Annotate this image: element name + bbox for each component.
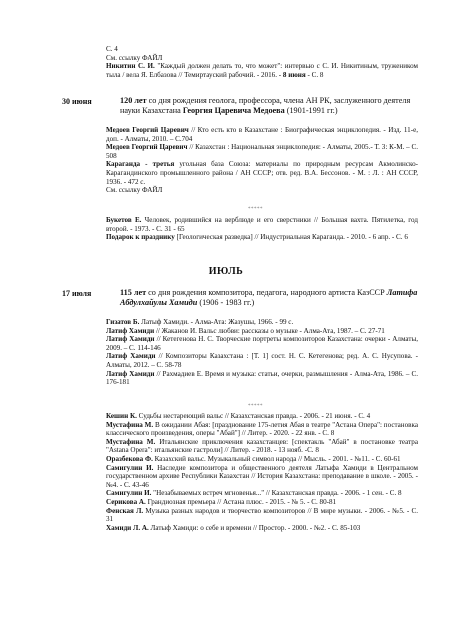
- entry-text: Итальянские приключения казахстанцев: [спектакль "Абай" в постановке театра "Astana Opera": итальянские гастроли] // Литер. - 2018. - 13 нояб. -С. 8: [106, 437, 418, 455]
- entry-text: угольная база Союза: материалы по природным ресурсам Акмолинско-Карагандинского промышленного района / АН СССР; отв. ред. В.А. Бессонов. - М. : Л. : АН СССР, 1936. - 472 с.: [106, 160, 418, 186]
- anniversary-heading: [120, 288, 420, 308]
- entry-text: Человек, родившийся на верблюде и его сверстники // Большая вахта. Пятилетка, год второй. - 1973. - С. 31 - 65: [106, 216, 418, 233]
- entry-author: Букетов Е.: [106, 216, 142, 224]
- bibliography-entry: [106, 507, 418, 524]
- entry-author: Мустафина М.: [106, 437, 156, 446]
- anniversary-person: Латифа Абдулхайулы Хамиди: [120, 288, 418, 307]
- bibliography-entry: [106, 216, 418, 233]
- entry-author: Гизатов Б.: [106, 318, 140, 326]
- entry-author: Подарок к празднику: [106, 233, 175, 242]
- entry-author: Никитин С. И.: [106, 62, 155, 71]
- bibliography-entry: [106, 489, 418, 498]
- bibliography-entry: [106, 233, 418, 242]
- anniversary-years: 115 лет: [120, 288, 147, 297]
- bibliography-entry: [106, 412, 418, 421]
- date-july-17: 17 июля: [62, 289, 92, 298]
- june30-entries: [106, 126, 418, 195]
- month-heading: ИЮЛЬ: [208, 266, 244, 277]
- anniversary-years: 120 лет: [120, 96, 147, 105]
- entry-author: Медоев Георгий Царевич: [106, 126, 189, 134]
- anniversary-text: со дня рождения геолога, профессора, члена АН РК, заслуженного деятеля науки Казахстана: [120, 96, 411, 115]
- entry-text: // Композиторы Казахстана : [Т. 1] сост. Н. С. Кетегенова; ред. А. С. Нусупова. - Алматы, 2012. – С. 58-78: [106, 352, 418, 369]
- entry-text: [Геологическая разведка] // Индустриальная Караганда. - 2010. - 6 апр. - С. 6: [174, 233, 408, 242]
- july17-articles: [106, 412, 418, 532]
- entry-author: Серикова А.: [106, 497, 146, 506]
- date-june-30: 30 июня: [62, 97, 92, 106]
- bibliography-entry: [106, 143, 418, 160]
- entry-text: Судьбы нестареющий вальс // Казахстанская правда. - 2006. - 21 июня. - С. 4: [136, 412, 371, 420]
- entry-author: Оразбекова Ф.: [106, 454, 153, 463]
- entry-author: Самигулин И.: [106, 489, 152, 498]
- bibliography-entry: [106, 327, 418, 336]
- bibliography-entry: [106, 524, 418, 533]
- entry-text: Наследие композитора и общественного деятеля Латыфа Хамиди в Центральном государственном архиве Республики Казахстан // История Казахстана: преподавание в школе. - 2005. - №4. - С. 43-46: [106, 463, 419, 489]
- june30-entries-articles: [106, 216, 418, 242]
- bibliography-entry: [106, 498, 418, 507]
- entry-text: // Жаканов И. Вальс любви: рассказы о музыке - Алма-Ата, 1987. – С. 27-71: [154, 326, 385, 335]
- top-entries: [106, 45, 418, 79]
- entry-text: Грандиозная премьера // Астана плюс. - 2015. - № 5. - С. 80-81: [145, 497, 337, 506]
- entry-author: Медоев Георгий Царевич: [106, 143, 188, 152]
- anniversary-years-range: (1906 - 1983 гг.): [197, 298, 255, 307]
- anniversary-years-range: (1901-1991 гг.): [284, 106, 338, 115]
- entry-text: "Незабываемых встреч мгновенья..." // Казахстанская правда. - 2006. - 1 сен. - С. 8: [151, 489, 402, 498]
- entry-author: Фенская Л.: [106, 506, 144, 515]
- entry-text: // Кто есть кто в Казахстане : Биографическая энциклопедия. - Изд. 11-е, доп. - Алматы, 2010. – С.704: [106, 126, 419, 143]
- anniversary-heading: [120, 96, 420, 116]
- bibliography-entry: [106, 160, 418, 186]
- entry-date: 8 июня: [282, 70, 306, 79]
- entry-text: Казахский вальс. Музыкальный символ народа // Мысль. - 2001. - №11. - С. 60-61: [152, 454, 401, 463]
- entry-author: Самигулин И.: [106, 463, 154, 472]
- entry-text: В ожидании Абая: [празднование 175-летия Абая в театре "Астана Опера": постановка классического произведения, оперы "Абай"] // Литер. - 2020. - 22 янв. - С. 8: [106, 420, 418, 438]
- section-divider-stars: *****: [248, 207, 263, 212]
- bibliography-entry: [106, 352, 418, 369]
- entry-author: Латиф Хамиди: [106, 335, 155, 344]
- see-file-link[interactable]: См. ссылку ФАЙЛ: [106, 53, 163, 62]
- entry-author: Хамиди Л. А.: [106, 523, 149, 532]
- entry-text: Латыф Хамиди: о себе и времени // Простор. - 2000. - №2. - С. 85-103: [148, 523, 361, 532]
- bibliography-entry: [106, 370, 418, 387]
- entry-text: // Рахмадиев Е. Время и музыка: статьи, очерки, размышления - Алма-Ата, 1986. – С. 176-181: [106, 369, 419, 387]
- bibliography-entry: [106, 455, 418, 464]
- entry-text: Латыф Хамиди. - Алма-Ата: Жазушы, 1966. - 99 с.: [139, 318, 294, 326]
- entry-author: Латиф Хамиди: [106, 352, 156, 361]
- bibliography-entry: [106, 126, 418, 143]
- bibliography-entry: [106, 438, 418, 455]
- bibliography-entry: [106, 335, 418, 352]
- entry-tail: - С. 8: [305, 70, 324, 79]
- anniversary-text: со дня рождения композитора, педагога, народного артиста КазССР: [146, 288, 387, 297]
- entry-author: Кешин К.: [106, 412, 137, 420]
- bibliography-entry: [106, 318, 418, 327]
- anniversary-person: Георгия Царевича Медоева: [182, 106, 285, 115]
- entry-text: Музыка разных народов и творчество композиторов // В мире музыки. - 2006. - №5. - С. 31: [106, 506, 418, 524]
- entry-text: "Каждый должен делать то, что может": интервью с С. И. Никитиным, тружеником тыла / вела Я. Елбазова // Темиртауский рабочий. - 2016. -: [106, 62, 418, 79]
- bibliography-entry: [106, 464, 418, 490]
- entry-author: Караганда - третья: [106, 160, 175, 169]
- july17-books: [106, 318, 418, 387]
- section-divider-stars: *****: [248, 404, 263, 409]
- entry-text: // Казахстан : Национальная энциклопедия: - Алматы, 2005.- Т. 3: К-М. – С. 508: [106, 143, 419, 160]
- see-file-link[interactable]: См. ссылку ФАЙЛ: [106, 186, 163, 195]
- entry-author: Латиф Хамиди: [106, 369, 155, 378]
- entry-text: // Кетегенова Н. С. Творческие портреты композиторов Казахстана: очерки - Алматы, 2009. – С. 114-146: [106, 335, 418, 352]
- entry-line: С. 4: [106, 45, 118, 53]
- bibliography-entry: [106, 421, 418, 438]
- entry-author: Латиф Хамиди: [106, 326, 155, 335]
- entry-author: Мустафина М.: [106, 420, 154, 429]
- bibliography-entry: [106, 62, 418, 79]
